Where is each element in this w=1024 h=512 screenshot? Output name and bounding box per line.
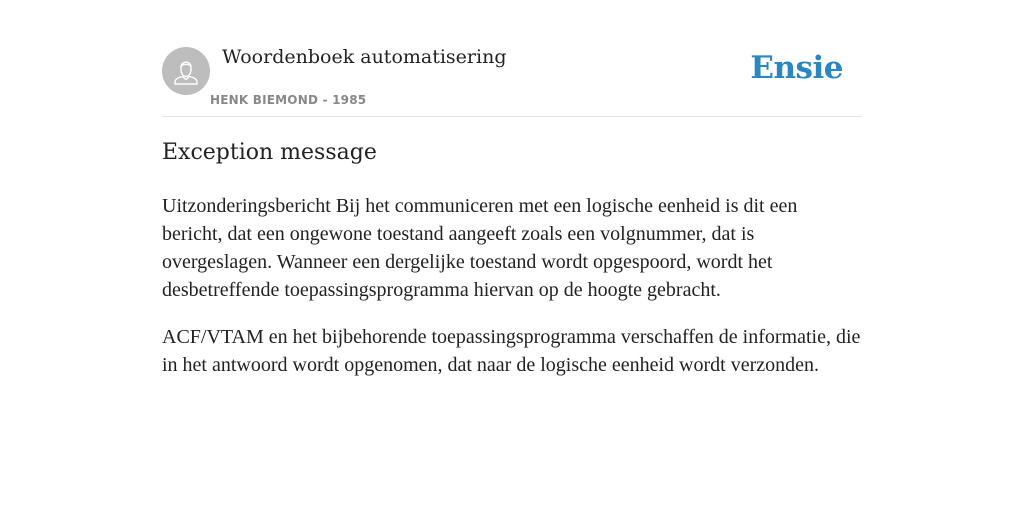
entry-title: Exception message xyxy=(162,140,377,165)
author-avatar xyxy=(162,47,210,95)
entry-paragraph: ACF/VTAM en het bijbehorende toepassingsprogramma verschaffen de informatie, die in het antwoord wordt opgenomen, dat naar de logische eenheid wordt verzonden. xyxy=(162,326,861,376)
author-line xyxy=(210,93,366,107)
author-name[interactable]: HENK BIEMOND xyxy=(210,93,319,107)
entry-paragraph: Uitzonderingsbericht Bij het communiceren met een logische eenheid is dit een bericht, dat een ongewone toestand aangeeft zoals een volgnummer, dat is overgeslagen. Wanneer een dergelijke toestand wordt opgespoord, wordt het desbetreffende toepassingsprogramma hiervan op de hoogte gebracht. xyxy=(162,195,798,301)
author-separator: - xyxy=(322,93,328,107)
publication-year: 1985 xyxy=(332,93,367,107)
user-silhouette-icon xyxy=(162,47,210,95)
dictionary-title[interactable]: Woordenboek automatisering xyxy=(222,46,507,68)
ensie-logo-link[interactable]: Ensie xyxy=(750,50,843,86)
entry-header xyxy=(162,46,862,117)
entry-body xyxy=(162,192,862,398)
